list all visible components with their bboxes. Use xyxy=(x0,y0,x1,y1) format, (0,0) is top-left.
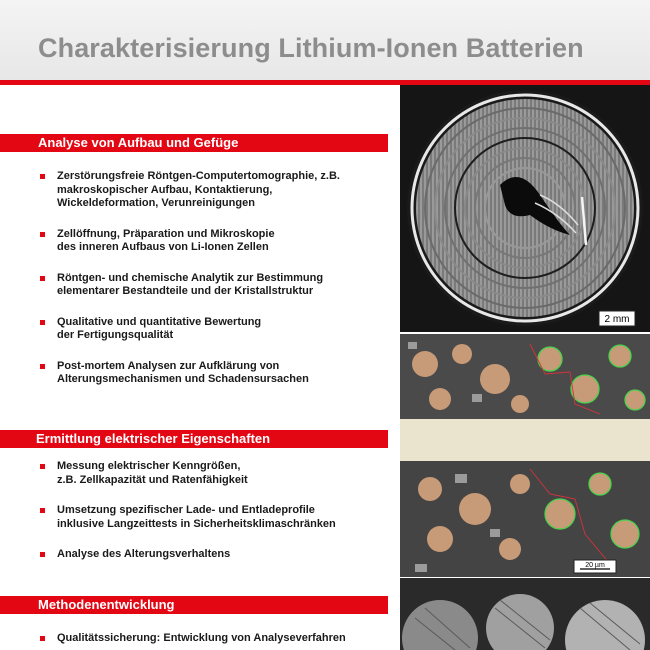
page-title: Charakterisierung Lithium-Ionen Batterien xyxy=(38,33,584,63)
list-item: Qualitätssicherung: Entwicklung von Analyseverfahren xyxy=(40,632,370,646)
page-header xyxy=(0,0,650,80)
bullet-icon xyxy=(40,174,45,179)
bullet-icon xyxy=(40,636,45,641)
list-item: Zellöffnung, Präparation und Mikroskopie des inneren Aufbaus von Li-Ionen Zellen xyxy=(40,228,370,255)
list-item: Röntgen- und chemische Analytik zur Bestimmung elementarer Bestandteile und der Kristallstruktur xyxy=(40,272,370,299)
bullet-icon xyxy=(40,232,45,237)
bullet-icon xyxy=(40,320,45,325)
sem-graphic xyxy=(400,578,650,650)
bullet-icon xyxy=(40,464,45,469)
list-item: Qualitative und quantitative Bewertung der Fertigungsqualität xyxy=(40,316,370,343)
ct-scan-graphic xyxy=(400,85,650,332)
list-item: Umsetzung spezifischer Lade- und Entladeprofile inklusive Langzeittests in Sicherheitsklimaschränken xyxy=(40,504,370,531)
bullet-list-methoden xyxy=(40,632,370,646)
ct-scan-image xyxy=(400,85,650,332)
bullet-icon xyxy=(40,364,45,369)
section-heading-elektrisch: Ermittlung elektrischer Eigenschaften xyxy=(0,430,388,448)
bullet-list-analyse xyxy=(40,170,370,387)
micrograph-graphic xyxy=(400,334,650,577)
ct-scale-label: 2 mm xyxy=(604,314,630,325)
section-heading-analyse: Analyse von Aufbau und Gefüge xyxy=(0,134,388,152)
section-heading-methoden: Methodenentwicklung xyxy=(0,596,388,614)
micrograph-scale-label: 20 µm xyxy=(585,562,605,569)
list-item: Messung elektrischer Kenngrößen, z.B. Zellkapazität und Ratenfähigkeit xyxy=(40,460,370,487)
bullet-icon xyxy=(40,552,45,557)
list-item: Analyse des Alterungsverhaltens xyxy=(40,548,370,562)
list-item: Post-mortem Analysen zur Aufklärung von Alterungsmechanismen und Schadensursachen xyxy=(40,360,370,387)
bullet-icon xyxy=(40,276,45,281)
sem-image xyxy=(400,578,650,650)
bullet-icon xyxy=(40,508,45,513)
bullet-list-elektrisch xyxy=(40,460,370,562)
micrograph-image xyxy=(400,334,650,577)
list-item: Zerstörungsfreie Röntgen-Computertomographie, z.B. makroskopischer Aufbau, Kontaktierung, Wickeldeformation, Verunreinigungen xyxy=(40,170,370,211)
